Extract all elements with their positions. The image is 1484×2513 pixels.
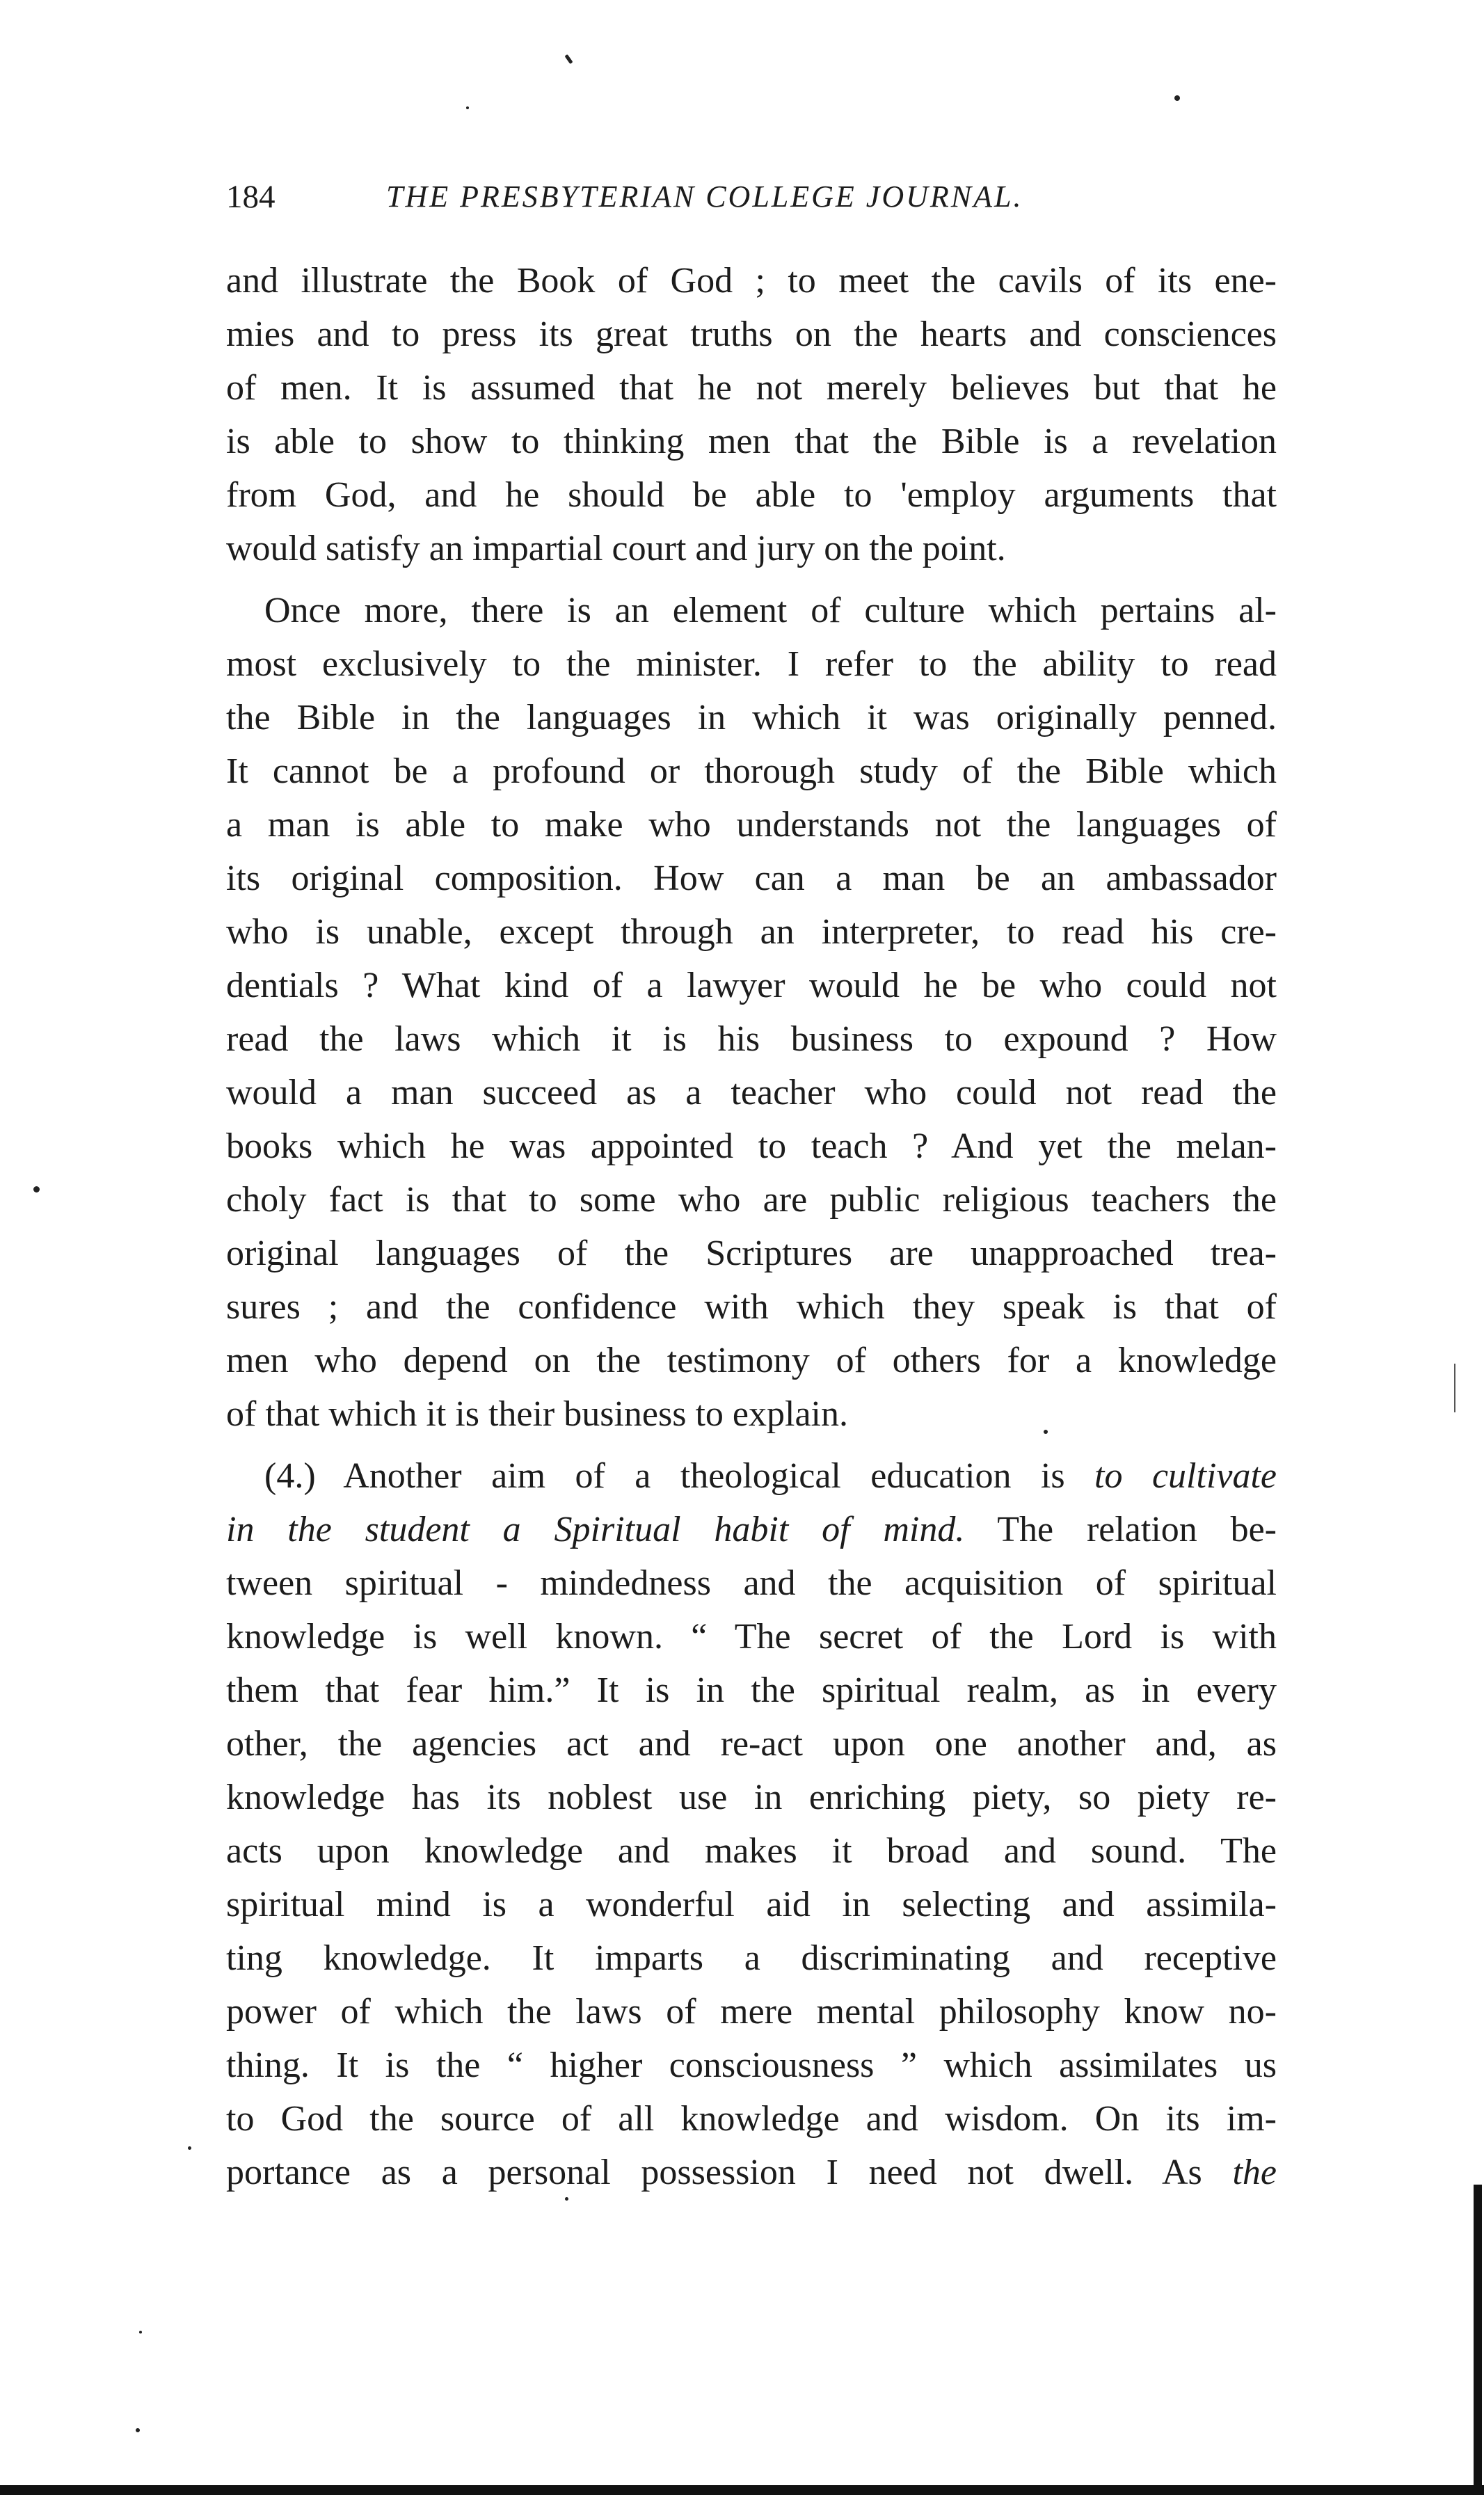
text-line: of men. It is assumed that he not merely believes but that he: [226, 368, 1277, 408]
italic-span: to cultivate: [1094, 1456, 1277, 1496]
text-line: read the laws which it is his business to expound ? How: [226, 1019, 1277, 1059]
text-line: [226, 2146, 1277, 2199]
text-line: and illustrate the Book of God ; to meet the cavils of its ene-: [226, 261, 1277, 301]
text-line: mies and to press its great truths on the hearts and consciences: [226, 314, 1277, 354]
scan-speck: [1044, 1430, 1048, 1434]
text-line: spiritual mind is a wonderful aid in selecting and assimila-: [226, 1885, 1277, 1924]
text-line: a man is able to make who understands not the languages of: [226, 805, 1277, 845]
italic-span: in the student a Spiritual habit of mind.: [226, 1510, 965, 1549]
page-number: 184: [226, 179, 276, 215]
text-line: knowledge has its noblest use in enriching piety, so piety re-: [226, 1778, 1277, 1817]
text-line: acts upon knowledge and makes it broad and sound. The: [226, 1831, 1277, 1871]
text-line: choly fact is that to some who are public religious teachers the: [226, 1180, 1277, 1220]
text-line: original languages of the Scriptures are unapproached trea-: [226, 1234, 1277, 1273]
text-line: knowledge is well known. “ The secret of the Lord is with: [226, 1617, 1277, 1657]
paragraph-1: [226, 254, 1277, 575]
text-line: who is unable, except through an interpreter, to read his cre-: [226, 912, 1277, 952]
scan-speck: [33, 1186, 40, 1192]
scan-speck: [1174, 95, 1180, 101]
text-line: would satisfy an impartial court and jury on the point.: [226, 529, 1006, 568]
text-span: portance as a personal possession I need not dwell. As: [226, 2153, 1233, 2192]
text-line: [226, 1449, 1277, 1503]
scan-speck: [565, 2197, 568, 2201]
text-line: Once more, there is an element of culture which pertains al-: [264, 591, 1277, 630]
text-line: It cannot be a profound or thorough study of the Bible which: [226, 751, 1277, 791]
text-line: is able to show to thinking men that the Bible is a revelation: [226, 422, 1277, 461]
paragraph-3: [226, 1449, 1277, 2199]
scan-speck: [139, 2331, 142, 2334]
text-line: to God the source of all knowledge and wisdom. On its im-: [226, 2099, 1277, 2139]
body-text: [226, 254, 1277, 2199]
italic-span: the: [1232, 2153, 1277, 2192]
scan-speck: [466, 106, 469, 109]
text-line: thing. It is the “ higher consciousness ” which assimilates us: [226, 2045, 1277, 2085]
scan-speck: [564, 54, 573, 64]
text-span: The relation be-: [964, 1510, 1277, 1549]
running-head: [226, 173, 1270, 221]
scan-edge-mark: [1454, 1364, 1455, 1412]
text-line: sures ; and the confidence with which they speak is that of: [226, 1287, 1277, 1327]
text-line: men who depend on the testimony of others for a knowledge: [226, 1341, 1277, 1380]
scan-speck: [136, 2428, 140, 2432]
text-line: most exclusively to the minister. I refer to the ability to read: [226, 644, 1277, 684]
text-line: from God, and he should be able to 'employ arguments that: [226, 475, 1277, 515]
text-line: would a man succeed as a teacher who could not read the: [226, 1073, 1277, 1112]
text-line: of that which it is their business to explain.: [226, 1394, 848, 1434]
text-line: the Bible in the languages in which it was originally penned.: [226, 698, 1277, 737]
text-line: tween spiritual - mindedness and the acquisition of spiritual: [226, 1563, 1277, 1603]
text-line: dentials ? What kind of a lawyer would he be who could not: [226, 966, 1277, 1005]
text-line: them that fear him.” It is in the spiritual realm, as in every: [226, 1670, 1277, 1710]
running-title: THE PRESBYTERIAN COLLEGE JOURNAL.: [386, 180, 1023, 214]
text-line: power of which the laws of mere mental philosophy know no-: [226, 1992, 1277, 2032]
text-line: its original composition. How can a man be an ambassador: [226, 859, 1277, 898]
scan-edge-border: [0, 2485, 1484, 2495]
text-line: other, the agencies act and re-act upon one another and, as: [226, 1724, 1277, 1764]
scan-edge-border: [1474, 2185, 1482, 2495]
paragraph-2: [226, 584, 1277, 1441]
text-line: ting knowledge. It imparts a discriminating and receptive: [226, 1938, 1277, 1978]
text-line: [226, 1503, 1277, 1556]
text-span: (4.) Another aim of a theological education is: [264, 1456, 1095, 1496]
text-line: books which he was appointed to teach ? And yet the melan-: [226, 1126, 1277, 1166]
scan-speck: [188, 2146, 191, 2150]
